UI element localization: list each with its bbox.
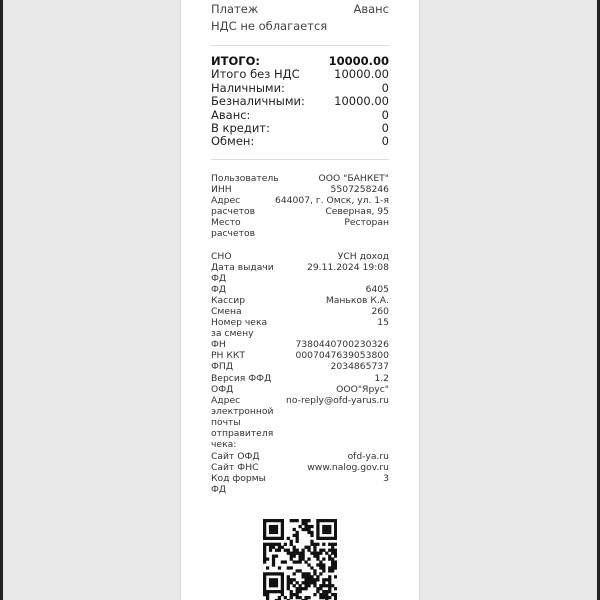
payment-row <box>211 2 389 16</box>
ofd-site-row <box>211 451 389 462</box>
place-label-cont: расчетов <box>211 228 255 239</box>
total-no-vat-label: Итого без НДС <box>211 67 300 81</box>
place-label: Место <box>211 217 241 228</box>
email-label-cont-1: электронной <box>211 406 274 417</box>
address-label-cont: расчетов <box>211 206 255 217</box>
user-row <box>211 173 389 184</box>
fd-row <box>211 284 389 295</box>
fns-site-row <box>211 462 389 473</box>
sno-value: УСН доход <box>337 251 389 262</box>
form-code-label: Код формы <box>211 473 266 484</box>
fn-row <box>211 339 389 350</box>
check-value: 15 <box>377 317 389 328</box>
inn-value: 5507258246 <box>330 184 389 195</box>
fn-value: 7380440700230326 <box>295 339 389 350</box>
address-value: 644007, г. Омск, ул. 1-я <box>274 195 389 206</box>
divider-2 <box>211 159 389 160</box>
form-code-label-cont: ФД <box>211 484 227 495</box>
exchange-value: 0 <box>381 134 389 148</box>
cashier-value: Маньков К.А. <box>325 295 389 306</box>
total-label: ИТОГО: <box>211 54 260 68</box>
fd-label: ФД <box>211 284 227 295</box>
date-label: Дата выдачи <box>211 262 274 273</box>
sno-label: СНО <box>211 251 232 262</box>
cash-label: Наличными: <box>211 81 285 95</box>
receipt <box>181 0 419 600</box>
exchange-row <box>211 134 389 148</box>
ffd-value: 1.2 <box>374 373 389 384</box>
shift-value: 260 <box>371 306 389 317</box>
user-label: Пользователь <box>211 173 279 184</box>
rnkkt-label: РН ККТ <box>211 350 246 361</box>
user-value: ООО "БАНКЕТ" <box>318 173 389 184</box>
total-no-vat-value: 10000.00 <box>334 67 389 81</box>
advance-row <box>211 108 389 122</box>
cashier-row <box>211 295 389 306</box>
divider-1 <box>211 45 389 46</box>
email-label-cont-3: отправителя <box>211 428 274 439</box>
window-edge-left <box>0 0 3 600</box>
total-no-vat-row <box>211 67 389 81</box>
ofd-row <box>211 384 389 395</box>
credit-value: 0 <box>381 121 389 135</box>
exchange-label: Обмен: <box>211 134 255 148</box>
ofd-value: ООО"Ярус" <box>336 384 389 395</box>
check-label: Номер чека <box>211 317 268 328</box>
check-row <box>211 317 389 328</box>
date-label-cont: ФД <box>211 273 227 284</box>
ffd-row <box>211 373 389 384</box>
date-value: 29.11.2024 19:08 <box>306 262 389 273</box>
cashier-label: Кассир <box>211 295 246 306</box>
ofd-site-label: Сайт ОФД <box>211 451 260 462</box>
shift-label: Смена <box>211 306 242 317</box>
check-label-cont: за смену <box>211 328 254 339</box>
vat-note: НДС не облагается <box>211 19 328 33</box>
cashless-value: 10000.00 <box>334 94 389 108</box>
cashless-row <box>211 94 389 108</box>
fns-site-label: Сайт ФНС <box>211 462 259 473</box>
inn-label: ИНН <box>211 184 232 195</box>
ffd-label: Версия ФФД <box>211 373 272 384</box>
form-code-value: 3 <box>383 473 389 484</box>
address-label: Адрес <box>211 195 241 206</box>
address-row-2 <box>211 206 389 217</box>
sno-row <box>211 251 389 262</box>
payment-value: Аванс <box>353 2 389 16</box>
address-row <box>211 195 389 206</box>
advance-value: 0 <box>381 108 389 122</box>
fpd-row <box>211 361 389 372</box>
cash-row <box>211 81 389 95</box>
payment-label: Платеж <box>211 2 259 16</box>
credit-row <box>211 121 389 135</box>
rnkkt-row <box>211 350 389 361</box>
cashless-label: Безналичными: <box>211 94 305 108</box>
email-label: Адрес <box>211 395 241 406</box>
fns-site-value: www.nalog.gov.ru <box>307 462 389 473</box>
email-row <box>211 395 389 406</box>
fpd-value: 2034865737 <box>330 361 389 372</box>
form-code-row <box>211 473 389 484</box>
email-label-cont-4: чека: <box>211 439 237 450</box>
qr-code <box>263 519 337 600</box>
shift-row <box>211 306 389 317</box>
rnkkt-value: 0007047639053800 <box>295 350 389 361</box>
place-row <box>211 217 389 228</box>
fn-label: ФН <box>211 339 226 350</box>
fpd-label: ФПД <box>211 361 233 372</box>
cash-value: 0 <box>381 81 389 95</box>
ofd-site-value: ofd-ya.ru <box>347 451 389 462</box>
address-value-cont: Северная, 95 <box>325 206 389 217</box>
credit-label: В кредит: <box>211 121 270 135</box>
place-value: Ресторан <box>344 217 389 228</box>
total-value: 10000.00 <box>328 54 389 68</box>
ofd-label: ОФД <box>211 384 234 395</box>
fd-value: 6405 <box>365 284 389 295</box>
email-label-cont-2: почты <box>211 417 241 428</box>
advance-label: Аванс: <box>211 108 251 122</box>
date-row <box>211 262 389 273</box>
inn-row <box>211 184 389 195</box>
email-value: no-reply@ofd-yarus.ru <box>286 395 389 406</box>
total-row <box>211 54 389 68</box>
